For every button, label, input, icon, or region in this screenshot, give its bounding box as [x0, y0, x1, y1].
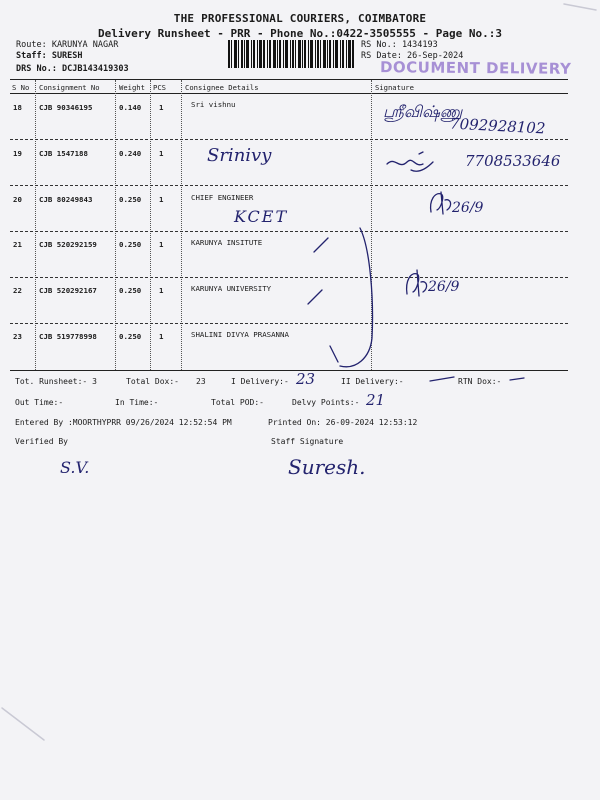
row-weight: 0.250 [119, 240, 142, 249]
rtn-dash-stroke [428, 374, 458, 384]
row22-date: 26/9 [428, 279, 460, 295]
col-weight: Weight [119, 83, 145, 92]
row-consignment: CJB 519778998 [39, 332, 97, 341]
row19-handwritten-name: Srinivy [207, 145, 272, 166]
row-consignee: Sri vishnu [191, 100, 236, 109]
row-weight: 0.250 [119, 332, 142, 341]
document-delivery-stamp: DOCUMENT DELIVERY [379, 58, 572, 78]
total-pod-label: Total POD:- [211, 398, 264, 407]
route-label: Route: KARUNYA NAGAR [16, 40, 119, 50]
company-title: THE PROFESSIONAL COURIERS, COIMBATORE [173, 12, 427, 25]
col-divider [35, 80, 36, 370]
rs-date: RS Date: 26-Sep-2024 [361, 51, 464, 61]
i-delivery-value: 23 [296, 370, 316, 388]
row-pcs: 1 [159, 149, 164, 158]
col-divider [150, 80, 151, 370]
row18-signature: ஸ்ரீவிஷ்ணு [383, 102, 463, 121]
total-dox-label: Total Dox:- [126, 377, 179, 386]
row19-signature [385, 148, 445, 178]
row-divider [10, 277, 568, 278]
col-divider [115, 80, 116, 370]
row-weight: 0.250 [119, 286, 142, 295]
row20-date: 26/9 [452, 200, 484, 216]
row-sno: 20 [13, 195, 22, 204]
row-consignment: CJB 520292159 [39, 240, 97, 249]
paper-crease [0, 700, 50, 760]
staff-label: Staff: SURESH [16, 51, 83, 61]
row-sno: 23 [13, 332, 22, 341]
runsheet-subtitle: Delivery Runsheet - PRR - Phone No.:0422-3505555 - Page No.:3 [98, 27, 502, 40]
barcode [228, 40, 354, 68]
paper-crease [560, 0, 600, 16]
row-divider [10, 231, 568, 232]
col-signature: Signature [375, 83, 414, 92]
col-consignment: Consignment No [39, 83, 100, 92]
row20-kcet: KCET [234, 207, 289, 226]
row-consignee: CHIEF ENGINEER [191, 193, 254, 202]
row-pcs: 1 [159, 103, 164, 112]
out-time-label: Out Time:- [15, 398, 64, 407]
row-sno: 18 [13, 103, 22, 112]
row-weight: 0.240 [119, 149, 142, 158]
in-time-label: In Time:- [115, 398, 159, 407]
verified-signature: S.V. [60, 458, 90, 477]
col-consignee: Consignee Details [185, 83, 259, 92]
row-consignee: KARUNYA UNIVERSITY [191, 284, 272, 293]
row-consignment: CJB 1547188 [39, 149, 88, 158]
row-divider [10, 139, 568, 140]
row-consignment: CJB 80249843 [39, 195, 93, 204]
drs-number: DRS No.: DCJB143419303 [16, 64, 129, 74]
row-pcs: 1 [159, 240, 164, 249]
tot-runsheet: Tot. Runsheet:- 3 [15, 377, 97, 386]
staff-signature: Suresh. [288, 455, 366, 479]
row19-phone: 7708533646 [465, 152, 561, 170]
rs-number: RS No.: 1434193 [361, 40, 438, 50]
printed-on: Printed On: 26-09-2024 12:53:12 [268, 418, 418, 427]
row-consignment: CJB 520292167 [39, 286, 97, 295]
col-divider [181, 80, 182, 370]
row-divider [10, 185, 568, 186]
row-sno: 22 [13, 286, 22, 295]
row-pcs: 1 [159, 286, 164, 295]
col-sno: S No [12, 83, 30, 92]
row-pcs: 1 [159, 195, 164, 204]
table-header-rule [10, 93, 568, 94]
row-sno: 19 [13, 149, 22, 158]
rtn-dox-label: RTN Dox:- [458, 377, 502, 386]
entered-by: Entered By :MOORTHYPRR 09/26/2024 12:52:54 PM [15, 418, 232, 427]
verified-by-label: Verified By [15, 437, 68, 446]
row-pcs: 1 [159, 332, 164, 341]
row18-phone: 7092928102 [449, 114, 546, 138]
ii-delivery-label: II Delivery:- [341, 377, 404, 386]
bracket-signature-stroke [300, 228, 380, 373]
delvy-points-label: Delvy Points:- [292, 398, 360, 407]
col-pcs: PCS [153, 83, 166, 92]
total-dox-value: 23 [196, 377, 206, 386]
row-sno: 21 [13, 240, 22, 249]
row-weight: 0.140 [119, 103, 142, 112]
row-weight: 0.250 [119, 195, 142, 204]
staff-signature-label: Staff Signature [271, 437, 344, 446]
i-delivery-label: I Delivery:- [231, 377, 289, 386]
row-consignee: SHALINI DIVYA PRASANNA [191, 330, 289, 339]
row-consignment: CJB 90346195 [39, 103, 93, 112]
delvy-points-value: 21 [366, 391, 386, 409]
table-top-rule [10, 79, 568, 80]
row-consignee: KARUNYA INSITUTE [191, 238, 263, 247]
row-divider [10, 323, 568, 324]
table-bottom-rule [10, 370, 568, 371]
rtn-value-stroke [508, 374, 528, 384]
